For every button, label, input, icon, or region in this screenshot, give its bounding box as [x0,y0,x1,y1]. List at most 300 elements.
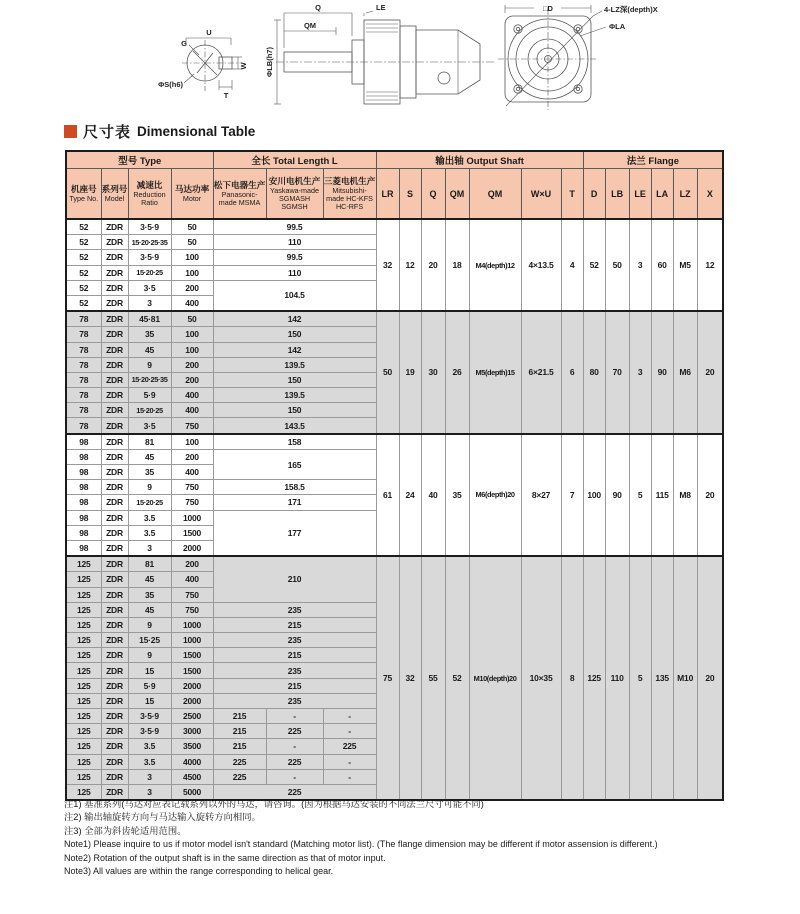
cell: 1000 [171,633,213,648]
cell: ZDR [101,572,128,587]
cell: 150 [213,372,376,387]
column-header: 松下电器生产 Panasonic-made MSMA [213,169,266,220]
cell: 100 [171,265,213,280]
cell: 98 [66,540,101,556]
cell: 15·20·25·35 [128,372,171,387]
cell: 225 [213,754,266,769]
cell: ZDR [101,587,128,602]
cell: 115 [651,434,673,557]
cell: 8 [561,556,583,800]
cell: 7 [561,434,583,557]
dim-label-g: G [181,39,187,48]
dim-label-lz: 4-LZ深(depth)X [604,5,658,14]
cell: 15·20·25 [128,265,171,280]
column-header: QM [469,169,521,220]
cell: 125 [66,587,101,602]
cell: 125 [66,633,101,648]
cell: 45·81 [128,311,171,327]
cell: 32 [376,219,399,311]
cell: 125 [66,769,101,784]
cell: 3·5·9 [128,219,171,235]
cell: - [323,709,376,724]
cell: 1500 [171,663,213,678]
cell: 3 [629,311,651,434]
cell: 125 [66,556,101,572]
cell: 55 [421,556,445,800]
cell: 400 [171,465,213,480]
cell: 45 [128,602,171,617]
cell: ZDR [101,784,128,800]
cell: 235 [213,693,376,708]
cell: 52 [66,250,101,265]
cell: 210 [213,556,376,602]
flange-view-drawing [498,5,606,110]
cell: 400 [171,403,213,418]
cell: 125 [66,678,101,693]
cell: 150 [213,403,376,418]
cell: 2000 [171,678,213,693]
cell: 52 [66,265,101,280]
column-header: X [697,169,723,220]
cell: 200 [171,372,213,387]
cell: ZDR [101,633,128,648]
cell: 171 [213,495,376,510]
cell: ZDR [101,434,128,450]
cell: 4×13.5 [521,219,561,311]
column-header: T [561,169,583,220]
dim-label-d: □D [543,4,553,13]
cell: 200 [171,280,213,295]
cell: 40 [421,434,445,557]
cell: M8 [673,434,697,557]
cell: 158 [213,434,376,450]
cell: 20 [697,556,723,800]
cell: 3·5·9 [128,250,171,265]
cell: ZDR [101,663,128,678]
cell: 225 [266,754,323,769]
cell: 5000 [171,784,213,800]
cell: 3.5 [128,739,171,754]
cell: 125 [66,693,101,708]
cell: 177 [213,510,376,556]
cell: ZDR [101,403,128,418]
column-header: 系列号 Model [101,169,128,220]
cell: 3 [128,769,171,784]
cell: 110 [605,556,629,800]
cell: 78 [66,388,101,403]
cell: 125 [66,572,101,587]
cell: 98 [66,480,101,495]
cell: 4500 [171,769,213,784]
cell: 139.5 [213,388,376,403]
table-row [66,556,723,572]
cell: 158.5 [213,480,376,495]
cell: ZDR [101,617,128,632]
cell: 125 [66,709,101,724]
cell: 35 [128,327,171,342]
cell: 750 [171,602,213,617]
column-header: 机座号 Type No. [66,169,101,220]
cell: 78 [66,418,101,434]
cell: 4000 [171,754,213,769]
cell: 50 [171,311,213,327]
column-header: 安川电机生产 Yaskawa-made SGMASH SGMSH [266,169,323,220]
cell: 125 [583,556,605,800]
section-title-en: Dimensional Table [137,124,256,139]
cell: - [323,754,376,769]
cell: 98 [66,434,101,450]
cell: 81 [128,556,171,572]
column-group-header: 法兰 Flange [583,151,723,169]
cell: 70 [605,311,629,434]
cell: 215 [213,724,266,739]
cell: 45 [128,342,171,357]
cell: ZDR [101,250,128,265]
note-line: Note1) Please inquire to us if motor model isn't standard (Matching motor list). (The flange dimension may be different if motor assension is different.) [64,839,658,850]
cell: 400 [171,388,213,403]
cell: 100 [171,342,213,357]
cell: 35 [128,587,171,602]
cell: 78 [66,403,101,418]
cell: 99.5 [213,250,376,265]
cell: ZDR [101,280,128,295]
cell: 50 [171,219,213,235]
dim-label-w: W [239,62,248,70]
cell: 3000 [171,724,213,739]
cell: M5(depth)15 [469,311,521,434]
cell: 78 [66,357,101,372]
cell: 24 [399,434,421,557]
column-header: S [399,169,421,220]
cell: 78 [66,311,101,327]
column-header: LR [376,169,399,220]
cell: 135 [651,556,673,800]
column-header: 马达功率 Motor [171,169,213,220]
cell: 200 [171,357,213,372]
cell: - [266,709,323,724]
cell: ZDR [101,540,128,556]
cell: 98 [66,495,101,510]
cell: 50 [171,235,213,250]
cell: 3 [629,219,651,311]
cell: 15·20·25 [128,403,171,418]
cell: 45 [128,572,171,587]
column-group-header: 型号 Type [66,151,213,169]
cell: 200 [171,449,213,464]
cell: M6 [673,311,697,434]
column-header: W×U [521,169,561,220]
cell: ZDR [101,693,128,708]
cell: 100 [171,327,213,342]
cell: ZDR [101,709,128,724]
cell: 81 [128,434,171,450]
note-line: Note3) All values are within the range corresponding to helical gear. [64,866,334,877]
dim-label-u: U [206,28,212,37]
cell: 100 [171,250,213,265]
cell: 52 [66,219,101,235]
notes [64,798,770,878]
cell: ZDR [101,724,128,739]
column-header: QM [445,169,469,220]
cell: 90 [605,434,629,557]
cell: 20 [697,434,723,557]
cell: ZDR [101,265,128,280]
cell: 12 [697,219,723,311]
cell: 35 [445,434,469,557]
column-header: 三菱电机生产 Mitsubishi-made HC-KFS HC-RFS [323,169,376,220]
cell: 200 [171,556,213,572]
cell: 52 [583,219,605,311]
dim-label-la: ΦLA [609,22,626,31]
cell: 1000 [171,510,213,525]
column-header: 减速比 Reduction Ratio [128,169,171,220]
cell: ZDR [101,219,128,235]
cell: 100 [583,434,605,557]
cell: ZDR [101,357,128,372]
shaft-end-view-drawing [182,38,242,91]
cell: 30 [421,311,445,434]
dim-label-lb: ΦLB(h7) [265,47,274,77]
column-header: LB [605,169,629,220]
cell: 6×21.5 [521,311,561,434]
column-header: LZ [673,169,697,220]
cell: ZDR [101,295,128,311]
cell: 50 [605,219,629,311]
cell: - [323,724,376,739]
cell: 750 [171,480,213,495]
cell: ZDR [101,235,128,250]
cell: 52 [445,556,469,800]
cell: 18 [445,219,469,311]
cell: 15 [128,693,171,708]
cell: 50 [376,311,399,434]
cell: ZDR [101,556,128,572]
cell: 3·5 [128,418,171,434]
cell: 98 [66,510,101,525]
note-line: Note2) Rotation of the output shaft is in the same direction as that of motor input. [64,852,386,863]
cell: 20 [421,219,445,311]
cell: 215 [213,617,376,632]
cell: ZDR [101,510,128,525]
table-row [66,219,723,235]
cell: 1500 [171,648,213,663]
cell: 750 [171,587,213,602]
dim-label-s: ΦS(h6) [158,80,183,89]
cell: 125 [66,617,101,632]
cell: 5 [629,434,651,557]
cell: ZDR [101,372,128,387]
cell: 26 [445,311,469,434]
cell: ZDR [101,754,128,769]
cell: 60 [651,219,673,311]
cell: 19 [399,311,421,434]
cell: 215 [213,709,266,724]
cell: ZDR [101,739,128,754]
section-title [64,121,255,142]
cell: 125 [66,754,101,769]
cell: ZDR [101,525,128,540]
cell: 20 [697,311,723,434]
table-row [66,311,723,327]
cell: 9 [128,480,171,495]
cell: 235 [213,602,376,617]
cell: 143.5 [213,418,376,434]
cell: 35 [128,465,171,480]
column-group-header: 全长 Total Length L [213,151,376,169]
cell: 235 [213,633,376,648]
cell: 9 [128,648,171,663]
cell: 142 [213,342,376,357]
table-row [66,434,723,450]
cell: ZDR [101,602,128,617]
cell: 2500 [171,709,213,724]
cell: 12 [399,219,421,311]
cell: 150 [213,327,376,342]
cell: ZDR [101,418,128,434]
cell: 52 [66,280,101,295]
cell: 125 [66,648,101,663]
cell: 9 [128,357,171,372]
cell: ZDR [101,342,128,357]
cell: M5 [673,219,697,311]
technical-drawing [0,0,800,118]
cell: 142 [213,311,376,327]
cell: 5·9 [128,678,171,693]
column-header: LE [629,169,651,220]
table-body [66,219,723,800]
cell: 15·20·25 [128,495,171,510]
cell: ZDR [101,388,128,403]
cell: 215 [213,678,376,693]
cell: 225 [266,724,323,739]
cell: 52 [66,295,101,311]
cell: 3·5 [128,280,171,295]
cell: 125 [66,602,101,617]
cell: 15·25 [128,633,171,648]
cell: 215 [213,648,376,663]
note-line: 注2) 输出轴旋转方向与马达输入旋转方向相同。 [64,812,261,823]
cell: - [266,769,323,784]
cell: 32 [399,556,421,800]
section-title-zh: 尺寸表 [83,124,132,141]
cell: 1000 [171,617,213,632]
cell: ZDR [101,465,128,480]
note-line: 注3) 全部为斜齿轮适用范围。 [64,825,187,836]
dimensional-table [65,150,724,801]
cell: 80 [583,311,605,434]
cell: 8×27 [521,434,561,557]
cell: 225 [213,769,266,784]
cell: 400 [171,572,213,587]
cell: 3 [128,295,171,311]
cell: 6 [561,311,583,434]
cell: 235 [213,663,376,678]
cell: 3500 [171,739,213,754]
cell: 78 [66,342,101,357]
cell: 110 [213,265,376,280]
cell: 75 [376,556,399,800]
cell: 98 [66,525,101,540]
cell: 2000 [171,540,213,556]
cell: - [323,769,376,784]
cell: 104.5 [213,280,376,311]
cell: 125 [66,739,101,754]
dim-label-t: T [223,91,229,100]
cell: 78 [66,327,101,342]
cell: M4(depth)12 [469,219,521,311]
cell: 215 [213,739,266,754]
cell: 61 [376,434,399,557]
cell: 125 [66,784,101,800]
cell: 225 [323,739,376,754]
cell: 110 [213,235,376,250]
cell: ZDR [101,495,128,510]
cell: ZDR [101,327,128,342]
cell: ZDR [101,678,128,693]
cell: 9 [128,617,171,632]
cell: M10 [673,556,697,800]
cell: 5 [629,556,651,800]
cell: - [266,739,323,754]
cell: 225 [213,784,376,800]
cell: 3·5·9 [128,724,171,739]
cell: 3·5·9 [128,709,171,724]
cell: 90 [651,311,673,434]
cell: 139.5 [213,357,376,372]
cell: 750 [171,418,213,434]
column-group-header: 输出轴 Output Shaft [376,151,583,169]
cell: 100 [171,434,213,450]
cell: M6(depth)20 [469,434,521,557]
cell: 98 [66,449,101,464]
cell: 125 [66,724,101,739]
cell: ZDR [101,311,128,327]
cell: 10×35 [521,556,561,800]
cell: 750 [171,495,213,510]
cell: ZDR [101,769,128,784]
cell: ZDR [101,480,128,495]
title-marker-icon [64,125,77,138]
cell: 15 [128,663,171,678]
cell: 78 [66,372,101,387]
cell: 15·20·25·35 [128,235,171,250]
table-head [66,151,723,219]
dim-label-le: LE [376,3,386,12]
dim-label-qm: QM [303,21,317,30]
note-line: 注1) 基准系列(马达对应表记载系列以外的马达，请咨询。(因为根据马达安装的不同法兰尺寸可能不同) [64,799,484,809]
cell: 3.5 [128,754,171,769]
cell: 1500 [171,525,213,540]
column-header: Q [421,169,445,220]
cell: ZDR [101,648,128,663]
dim-label-q: Q [315,3,321,12]
cell: 4 [561,219,583,311]
cell: 52 [66,235,101,250]
cell: 125 [66,663,101,678]
cell: 3 [128,540,171,556]
cell: 3.5 [128,510,171,525]
cell: 400 [171,295,213,311]
cell: 3.5 [128,525,171,540]
cell: 3 [128,784,171,800]
cell: 45 [128,449,171,464]
cell: 5·9 [128,388,171,403]
cell: 98 [66,465,101,480]
column-header: D [583,169,605,220]
column-header: LA [651,169,673,220]
cell: ZDR [101,449,128,464]
cell: 99.5 [213,219,376,235]
